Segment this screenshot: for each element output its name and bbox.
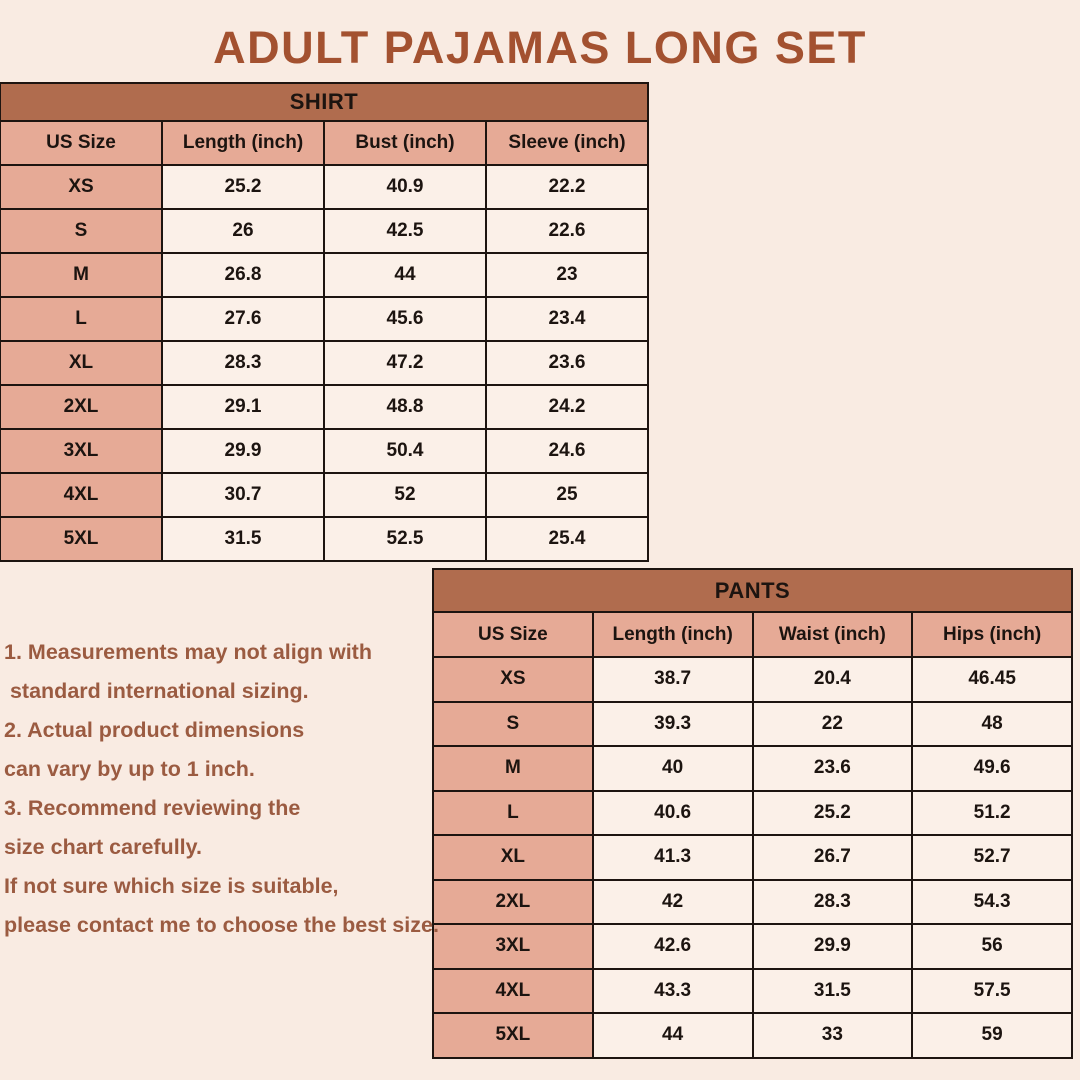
table-row (433, 657, 1072, 702)
measurement-cell: 31.5 (753, 969, 913, 1014)
shirt-table-body (0, 165, 648, 561)
table-row (433, 924, 1072, 969)
measurement-cell: 24.2 (486, 385, 648, 429)
measurement-cell: 52.5 (324, 517, 486, 561)
measurement-cell: 57.5 (912, 969, 1072, 1014)
measurement-cell: 51.2 (912, 791, 1072, 836)
size-label-cell: L (433, 791, 593, 836)
measurement-cell: 45.6 (324, 297, 486, 341)
size-label-cell: XL (0, 341, 162, 385)
measurement-cell: 52.7 (912, 835, 1072, 880)
column-header: Waist (inch) (753, 612, 913, 657)
size-label-cell: 5XL (0, 517, 162, 561)
note-line: size chart carefully. (4, 835, 202, 859)
pants-table-body (433, 657, 1072, 1058)
table-row (0, 341, 648, 385)
size-label-cell: 4XL (433, 969, 593, 1014)
measurement-cell: 29.9 (162, 429, 324, 473)
column-header: US Size (433, 612, 593, 657)
measurement-cell: 22.6 (486, 209, 648, 253)
column-header: Length (inch) (593, 612, 753, 657)
measurement-cell: 52 (324, 473, 486, 517)
size-label-cell: 3XL (433, 924, 593, 969)
column-header: US Size (0, 121, 162, 165)
measurement-cell: 48.8 (324, 385, 486, 429)
table-row (433, 835, 1072, 880)
shirt-table-title-row (0, 83, 648, 121)
measurement-cell: 28.3 (753, 880, 913, 925)
pants-table-title-row (433, 569, 1072, 612)
pants-size-table (432, 568, 1073, 1059)
measurement-cell: 44 (324, 253, 486, 297)
table-row (0, 517, 648, 561)
measurement-cell: 56 (912, 924, 1072, 969)
size-label-cell: 3XL (0, 429, 162, 473)
size-label-cell: L (0, 297, 162, 341)
measurement-cell: 48 (912, 702, 1072, 747)
pants-column-header-row (433, 612, 1072, 657)
table-row (0, 297, 648, 341)
measurement-cell: 30.7 (162, 473, 324, 517)
measurement-cell: 38.7 (593, 657, 753, 702)
measurement-cell: 23.4 (486, 297, 648, 341)
note-line: can vary by up to 1 inch. (4, 757, 255, 781)
measurement-cell: 28.3 (162, 341, 324, 385)
measurement-cell: 23 (486, 253, 648, 297)
column-header: Hips (inch) (912, 612, 1072, 657)
table-row (0, 473, 648, 517)
note-line: 3. Recommend reviewing the (4, 796, 301, 820)
measurement-cell: 40 (593, 746, 753, 791)
shirt-table-title: SHIRT (0, 83, 648, 121)
table-row (433, 969, 1072, 1014)
table-row (0, 165, 648, 209)
measurement-cell: 40.6 (593, 791, 753, 836)
note-line: please contact me to choose the best size. (4, 913, 439, 937)
note-line: If not sure which size is suitable, (4, 874, 339, 898)
size-label-cell: 4XL (0, 473, 162, 517)
table-row (0, 385, 648, 429)
pants-table-title: PANTS (433, 569, 1072, 612)
note-line: 1. Measurements may not align with (4, 640, 372, 664)
column-header: Length (inch) (162, 121, 324, 165)
measurement-cell: 22.2 (486, 165, 648, 209)
measurement-cell: 31.5 (162, 517, 324, 561)
measurement-cell: 46.45 (912, 657, 1072, 702)
measurement-cell: 20.4 (753, 657, 913, 702)
measurement-cell: 25.2 (162, 165, 324, 209)
table-row (0, 209, 648, 253)
size-label-cell: XS (0, 165, 162, 209)
size-label-cell: XL (433, 835, 593, 880)
measurement-cell: 54.3 (912, 880, 1072, 925)
measurement-cell: 22 (753, 702, 913, 747)
table-row (433, 746, 1072, 791)
shirt-column-header-row (0, 121, 648, 165)
measurement-cell: 23.6 (753, 746, 913, 791)
measurement-cell: 39.3 (593, 702, 753, 747)
column-header: Sleeve (inch) (486, 121, 648, 165)
measurement-cell: 44 (593, 1013, 753, 1058)
measurement-cell: 23.6 (486, 341, 648, 385)
column-header: Bust (inch) (324, 121, 486, 165)
table-row (433, 791, 1072, 836)
measurement-cell: 24.6 (486, 429, 648, 473)
table-row (0, 429, 648, 473)
measurement-cell: 43.3 (593, 969, 753, 1014)
size-label-cell: M (433, 746, 593, 791)
table-row (433, 702, 1072, 747)
measurement-cell: 50.4 (324, 429, 486, 473)
size-label-cell: 5XL (433, 1013, 593, 1058)
measurement-cell: 29.9 (753, 924, 913, 969)
measurement-cell: 25 (486, 473, 648, 517)
measurement-cell: 26.7 (753, 835, 913, 880)
measurement-cell: 42 (593, 880, 753, 925)
measurement-cell: 42.5 (324, 209, 486, 253)
note-line: 2. Actual product dimensions (4, 718, 305, 742)
table-row (433, 880, 1072, 925)
measurement-cell: 29.1 (162, 385, 324, 429)
measurement-cell: 59 (912, 1013, 1072, 1058)
measurement-cell: 26.8 (162, 253, 324, 297)
sizing-notes (4, 633, 439, 945)
size-label-cell: S (0, 209, 162, 253)
size-label-cell: XS (433, 657, 593, 702)
size-label-cell: S (433, 702, 593, 747)
measurement-cell: 42.6 (593, 924, 753, 969)
measurement-cell: 49.6 (912, 746, 1072, 791)
table-row (433, 1013, 1072, 1058)
size-label-cell: 2XL (433, 880, 593, 925)
note-line: standard international sizing. (4, 679, 309, 703)
shirt-size-table (0, 82, 649, 562)
size-label-cell: M (0, 253, 162, 297)
page-title: ADULT PAJAMAS LONG SET (213, 22, 867, 73)
measurement-cell: 27.6 (162, 297, 324, 341)
size-label-cell: 2XL (0, 385, 162, 429)
measurement-cell: 25.4 (486, 517, 648, 561)
table-row (0, 253, 648, 297)
measurement-cell: 26 (162, 209, 324, 253)
measurement-cell: 40.9 (324, 165, 486, 209)
measurement-cell: 33 (753, 1013, 913, 1058)
measurement-cell: 25.2 (753, 791, 913, 836)
measurement-cell: 41.3 (593, 835, 753, 880)
measurement-cell: 47.2 (324, 341, 486, 385)
